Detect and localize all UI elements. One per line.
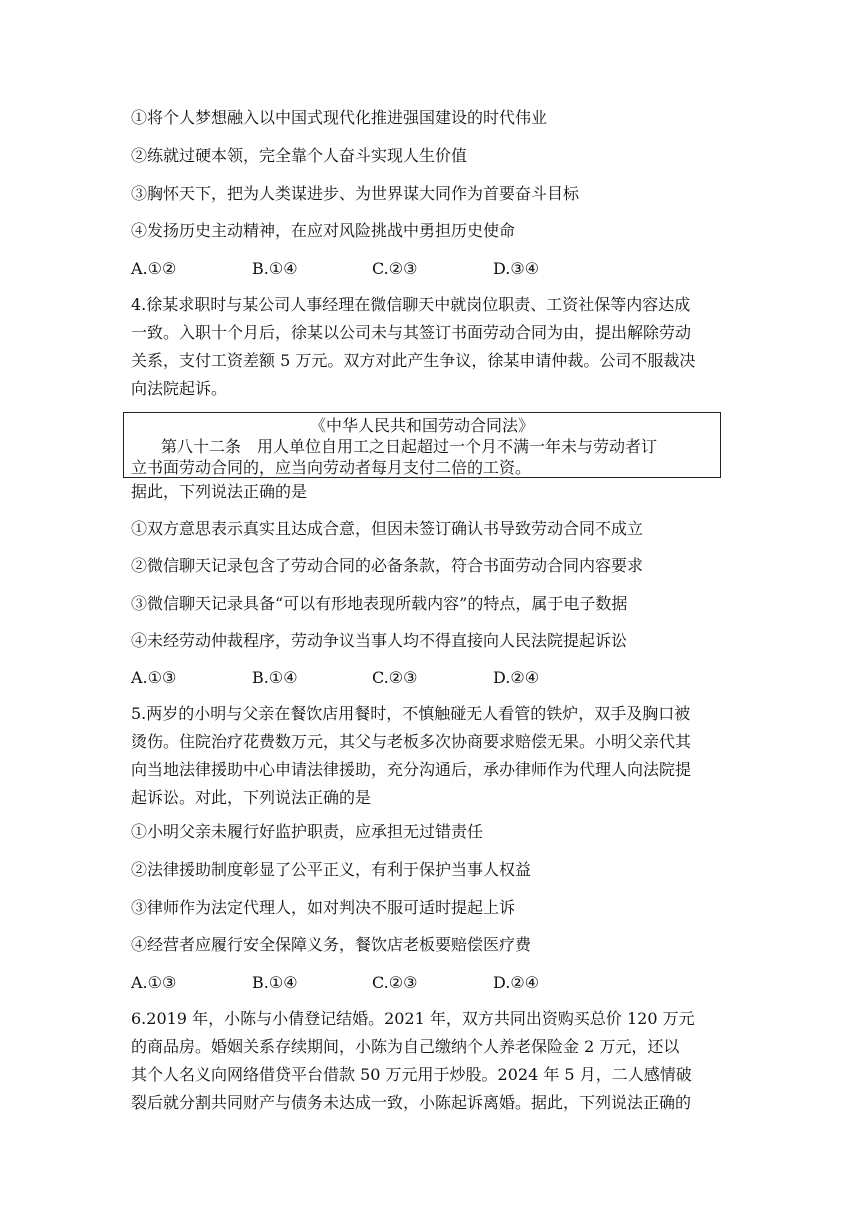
q6-stem-line: 6.2019 年，小陈与小倩登记结婚。2021 年，双方共同出资购买总价 120 万元	[131, 1009, 695, 1028]
q3-item-4: ④发扬历史主动精神，在应对风险挑战中勇担历史使命	[131, 221, 516, 240]
q3-option-c: C.②③	[372, 259, 418, 278]
q4-stem-line: 一致。入职十个月后，徐某以公司未与其签订书面劳动合同为由，提出解除劳动	[131, 323, 692, 342]
q6-stem-line: 的商品房。婚姻关系存续期间，小陈为自己缴纳个人养老保险金 2 万元，还以	[131, 1037, 680, 1056]
q4-stem	[131, 291, 731, 403]
q4-stem-line: 向法院起诉。	[131, 379, 228, 398]
q5-option-b: B.①④	[252, 973, 298, 992]
q3-item-2: ②练就过硬本领，完全靠个人奋斗实现人生价值	[131, 146, 468, 165]
q5-item-2: ②法律援助制度彰显了公平正义，有利于保护当事人权益	[131, 860, 532, 879]
q6-stem-line: 其个人名义向网络借贷平台借款 50 万元用于炒股。2024 年 5 月，二人感情破	[131, 1065, 692, 1084]
q5-stem-line: 向当地法律援助中心申请法律援助，充分沟通后，承办律师作为代理人向法院提	[131, 760, 692, 779]
q5-stem-line: 起诉讼。对此，下列说法正确的是	[131, 788, 372, 807]
q5-item-1: ①小明父亲未履行好监护职责，应承担无过错责任	[131, 822, 484, 841]
q4-item-4: ④未经劳动仲裁程序，劳动争议当事人均不得直接向人民法院提起诉讼	[131, 631, 628, 650]
q5-option-c: C.②③	[372, 973, 418, 992]
q4-option-a: A.①③	[131, 668, 177, 687]
law-excerpt-box	[123, 412, 721, 478]
q4-stem-line: 4.徐某求职时与某公司人事经理在微信聊天中就岗位职责、工资社保等内容达成	[131, 295, 691, 314]
q4-option-d: D.②④	[493, 668, 540, 687]
q3-options	[131, 259, 731, 279]
q3-option-a: A.①②	[131, 259, 177, 278]
q5-options	[131, 973, 731, 993]
q5-stem-line: 烫伤。住院治疗花费数万元，其父与老板多次协商要求赔偿无果。小明父亲代其	[131, 732, 692, 751]
law-article-line: 立书面劳动合同的，应当向劳动者每月支付二倍的工资。	[131, 458, 532, 477]
q4-option-b: B.①④	[252, 668, 298, 687]
q4-options	[131, 668, 731, 688]
q4-item-1: ①双方意思表示真实且达成合意，但因未签订确认书导致劳动合同不成立	[131, 519, 644, 538]
q4-stem-line: 关系，支付工资差额 5 万元。双方对此产生争议，徐某申请仲裁。公司不服裁决	[131, 351, 696, 370]
q5-stem	[131, 700, 731, 812]
q3-item-3: ③胸怀天下，把为人类谋进步、为世界谋大同作为首要奋斗目标	[131, 184, 580, 203]
q3-option-b: B.①④	[252, 259, 298, 278]
law-title: 《中华人民共和国劳动合同法》	[309, 416, 534, 435]
q3-option-d: D.③④	[493, 259, 540, 278]
q5-option-a: A.①③	[131, 973, 177, 992]
q4-item-2: ②微信聊天记录包含了劳动合同的必备条款，符合书面劳动合同内容要求	[131, 556, 644, 575]
q5-stem-line: 5.两岁的小明与父亲在餐饮店用餐时，不慎触碰无人看管的铁炉，双手及胸口被	[131, 704, 691, 723]
q6-stem	[131, 1005, 731, 1117]
q4-item-3: ③微信聊天记录具备“可以有形地表现所载内容”的特点，属于电子数据	[131, 594, 628, 613]
q5-option-d: D.②④	[493, 973, 540, 992]
q4-option-c: C.②③	[372, 668, 418, 687]
law-article-line: 第八十二条 用人单位自用工之日起超过一个月不满一年未与劳动者订	[161, 437, 658, 456]
q3-item-1: ①将个人梦想融入以中国式现代化推进强国建设的时代伟业	[131, 108, 548, 127]
q5-item-3: ③律师作为法定代理人，如对判决不服可适时提起上诉	[131, 898, 516, 917]
q4-prompt: 据此，下列说法正确的是	[131, 482, 308, 501]
q5-item-4: ④经营者应履行安全保障义务，餐饮店老板要赔偿医疗费	[131, 935, 532, 954]
q6-stem-line: 裂后就分割共同财产与债务未达成一致，小陈起诉离婚。据此，下列说法正确的	[131, 1093, 692, 1112]
